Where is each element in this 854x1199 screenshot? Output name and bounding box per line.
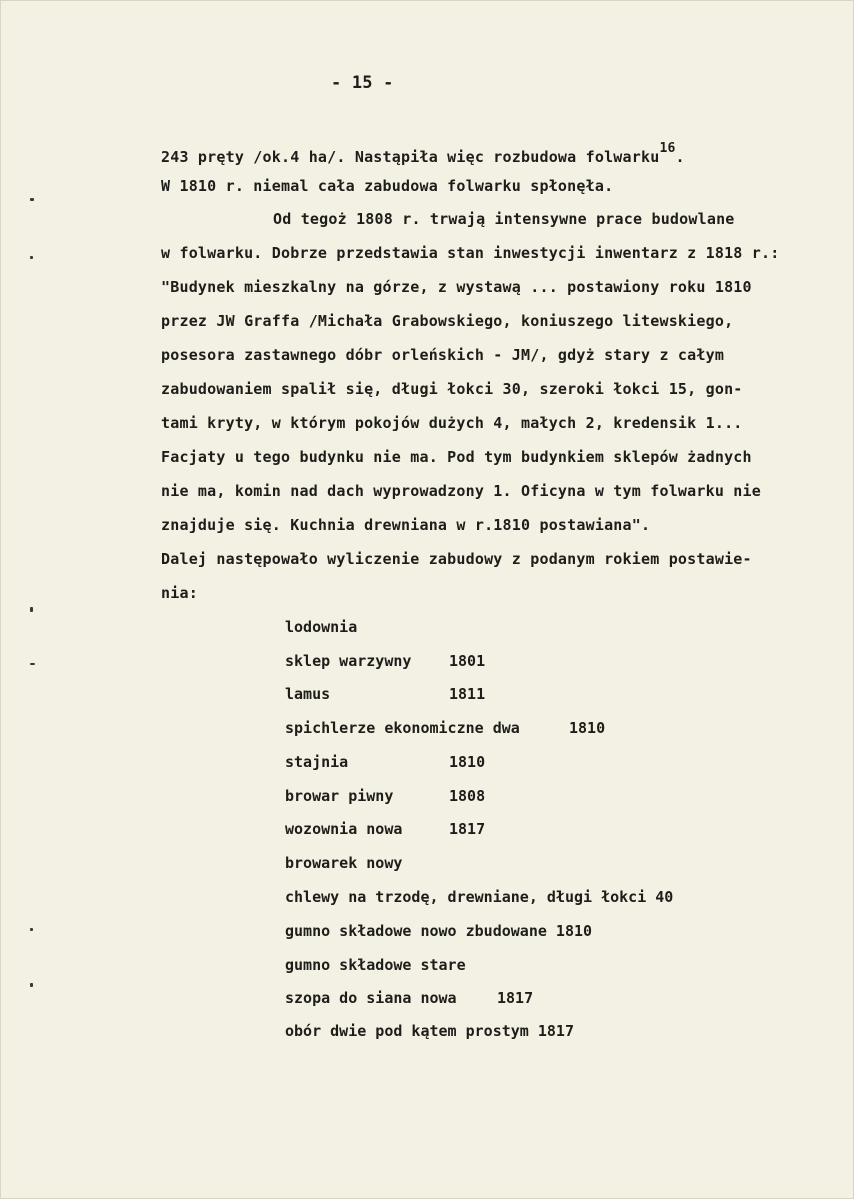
margin-speck (30, 198, 34, 201)
building-item-5 (285, 752, 486, 772)
body-line-4: w folwarku. Dobrze przedstawia stan inwestycji inwentarz z 1818 r.: (161, 244, 780, 262)
building-item-10 (285, 921, 592, 941)
body-line-1 (161, 143, 685, 167)
body-line-14: nia: (161, 584, 198, 602)
building-item-1 (285, 617, 357, 637)
body-line-9: tami kryty, w którym pokojów dużych 4, małych 2, kredensik 1... (161, 414, 743, 432)
building-name: gumno składowe nowo zbudowane 1810 (285, 922, 593, 940)
body-line-13: Dalej następowało wyliczenie zabudowy z podanym rokiem postawie- (161, 550, 752, 568)
body-line-1-text: 243 pręty /ok.4 ha/. Nastąpiła więc rozbudowa folwarku (161, 148, 660, 166)
building-item-11 (285, 955, 466, 975)
building-name: stajnia (285, 753, 349, 771)
building-year: 1817 (497, 989, 534, 1007)
building-item-7 (285, 819, 486, 839)
margin-speck (30, 983, 33, 987)
building-name: wozownia nowa (285, 820, 403, 838)
building-item-12 (285, 988, 534, 1008)
building-item-4 (285, 718, 606, 738)
building-item-6 (285, 786, 486, 806)
margin-speck (30, 607, 33, 612)
building-year: 1817 (449, 820, 486, 838)
building-name: lodownia (285, 618, 358, 636)
margin-speck (30, 928, 33, 931)
body-line-6: przez JW Graffa /Michała Grabowskiego, koniuszego litewskiego, (161, 312, 734, 330)
footnote-ref: 16 (659, 141, 676, 156)
building-name: gumno składowe stare (285, 956, 466, 974)
building-name: obór dwie pod kątem prostym 1817 (285, 1022, 574, 1040)
building-name: spichlerze ekonomiczne dwa (285, 719, 520, 737)
body-line-5: "Budynek mieszkalny na górze, z wystawą ... postawiony roku 1810 (161, 278, 752, 296)
building-year: 1801 (449, 652, 486, 670)
body-line-10: Facjaty u tego budynku nie ma. Pod tym budynkiem sklepów żadnych (161, 448, 752, 466)
building-year: 1811 (449, 685, 486, 703)
body-line-2: W 1810 r. niemal cała zabudowa folwarku spłonęła. (161, 177, 614, 195)
body-line-8: zabudowaniem spalił się, długi łokci 30, szeroki łokci 15, gon- (161, 380, 743, 398)
body-line-12: znajduje się. Kuchnia drewniana w r.1810 postawiana". (161, 516, 651, 534)
building-name: lamus (285, 685, 331, 703)
building-name: browar piwny (285, 787, 394, 805)
building-item-3 (285, 684, 486, 704)
building-name: chlewy na trzodę, drewniane, długi łokci 40 (285, 888, 674, 906)
building-name: szopa do siana nowa (285, 989, 457, 1007)
building-year: 1810 (449, 753, 486, 771)
body-line-11: nie ma, komin nad dach wyprowadzony 1. Oficyna w tym folwarku nie (161, 482, 761, 500)
body-line-7: posesora zastawnego dóbr orleńskich - JM/, gdyż stary z całym (161, 346, 725, 364)
building-item-13 (285, 1021, 574, 1041)
building-item-9 (285, 887, 673, 907)
footnote-trailing: . (675, 148, 685, 166)
building-name: sklep warzywny (285, 652, 412, 670)
page-number: - 15 - (331, 73, 394, 93)
building-year: 1808 (449, 787, 486, 805)
building-item-2 (285, 651, 486, 671)
building-name: browarek nowy (285, 854, 403, 872)
margin-speck (30, 663, 35, 665)
building-item-8 (285, 853, 402, 873)
margin-speck (30, 256, 33, 259)
body-line-3: Od tegoż 1808 r. trwają intensywne prace budowlane (273, 210, 735, 228)
building-year: 1810 (569, 719, 606, 737)
